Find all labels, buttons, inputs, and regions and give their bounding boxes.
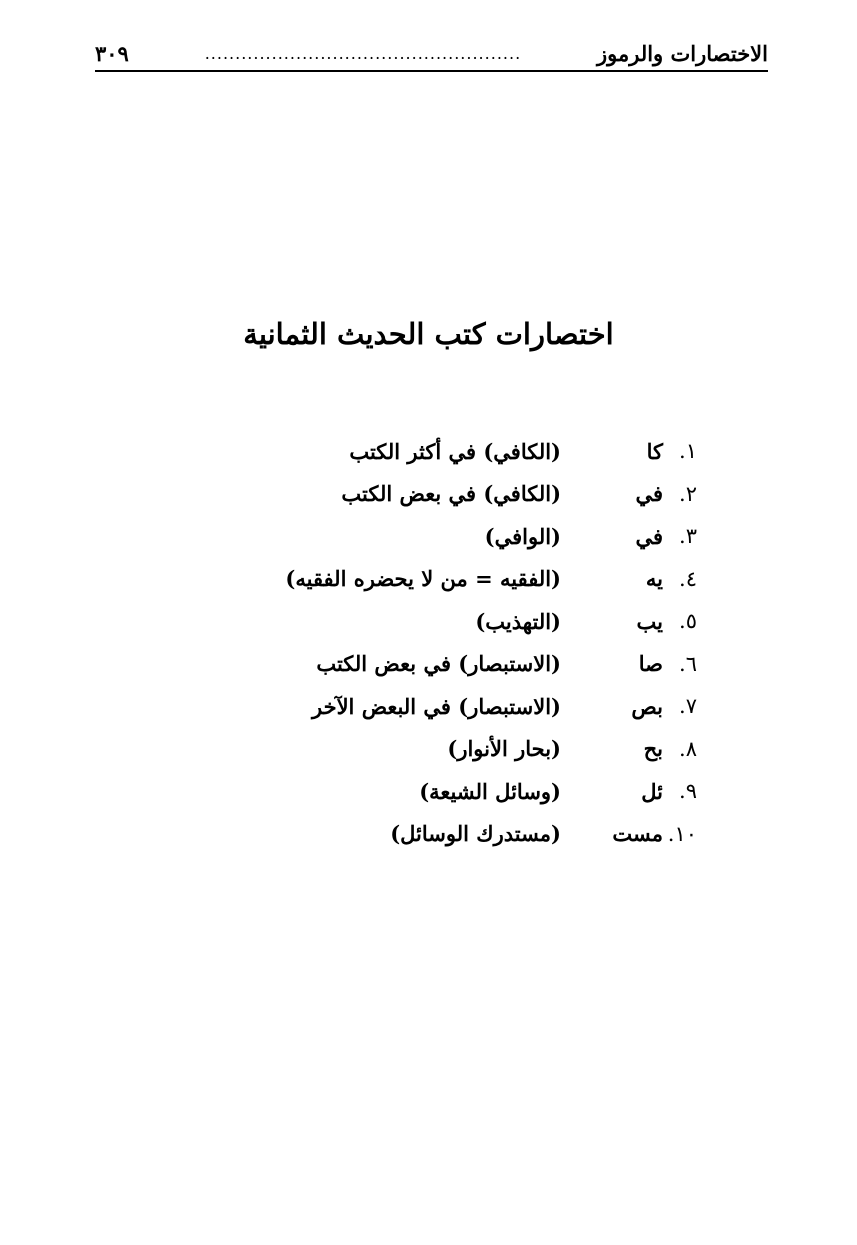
item-number: ٤. — [679, 566, 697, 591]
item-number: ٦. — [679, 651, 697, 676]
abbreviation-code: يه — [645, 566, 663, 592]
abbreviation-description: (الفقيه = من لا يحضره الفقيه) — [285, 566, 561, 592]
item-number: ٥. — [679, 609, 697, 634]
abbreviation-description: (الكافي) في أكثر الكتب — [349, 438, 561, 464]
item-number: ٩. — [679, 779, 697, 804]
abbreviation-description: (الوافي) — [484, 523, 561, 549]
abbreviation-code: صا — [638, 651, 663, 677]
item-number: ٨. — [679, 736, 697, 761]
abbreviation-description: (وسائل الشيعة) — [419, 778, 561, 804]
running-title: الاختصارات والرموز — [597, 41, 768, 66]
section-title: اختصارات كتب الحديث الثمانية — [243, 317, 614, 351]
list-item — [285, 558, 697, 601]
abbreviation-description: (الكافي) في بعض الكتب — [341, 481, 561, 507]
list-item — [285, 473, 697, 516]
abbreviation-code: كا — [646, 438, 663, 464]
item-number: ٧. — [679, 694, 697, 719]
list-item — [285, 685, 697, 728]
list-item — [285, 770, 697, 813]
abbreviation-code: بح — [643, 736, 663, 762]
abbreviation-description: (الاستبصار) في بعض الكتب — [316, 651, 561, 677]
header-leader-dots: .................................................... — [204, 44, 522, 63]
item-number: ٣. — [679, 524, 697, 549]
abbreviation-description: (مستدرك الوسائل) — [390, 821, 561, 847]
abbreviation-code: في — [635, 481, 663, 507]
abbreviation-description: (التهذيب) — [475, 608, 561, 634]
list-item — [285, 600, 697, 643]
page-header — [95, 36, 768, 72]
list-item — [285, 430, 697, 473]
list-item — [285, 515, 697, 558]
abbreviation-code: ئل — [641, 778, 663, 804]
list-item — [285, 643, 697, 686]
abbreviation-code: مست — [612, 821, 663, 847]
list-item — [285, 728, 697, 771]
abbreviation-description: (بحار الأنوار) — [447, 736, 561, 762]
item-number: ٢. — [679, 481, 697, 506]
page-number: ٣٠٩ — [95, 41, 129, 66]
abbreviation-code: في — [635, 523, 663, 549]
item-number: ١. — [679, 439, 697, 464]
abbreviation-code: يب — [636, 608, 663, 634]
list-item — [285, 813, 697, 856]
item-number: ١٠. — [667, 821, 697, 846]
abbreviation-description: (الاستبصار) في البعض الآخر — [312, 693, 561, 719]
abbreviation-list — [285, 430, 697, 855]
abbreviation-code: بص — [631, 693, 663, 719]
